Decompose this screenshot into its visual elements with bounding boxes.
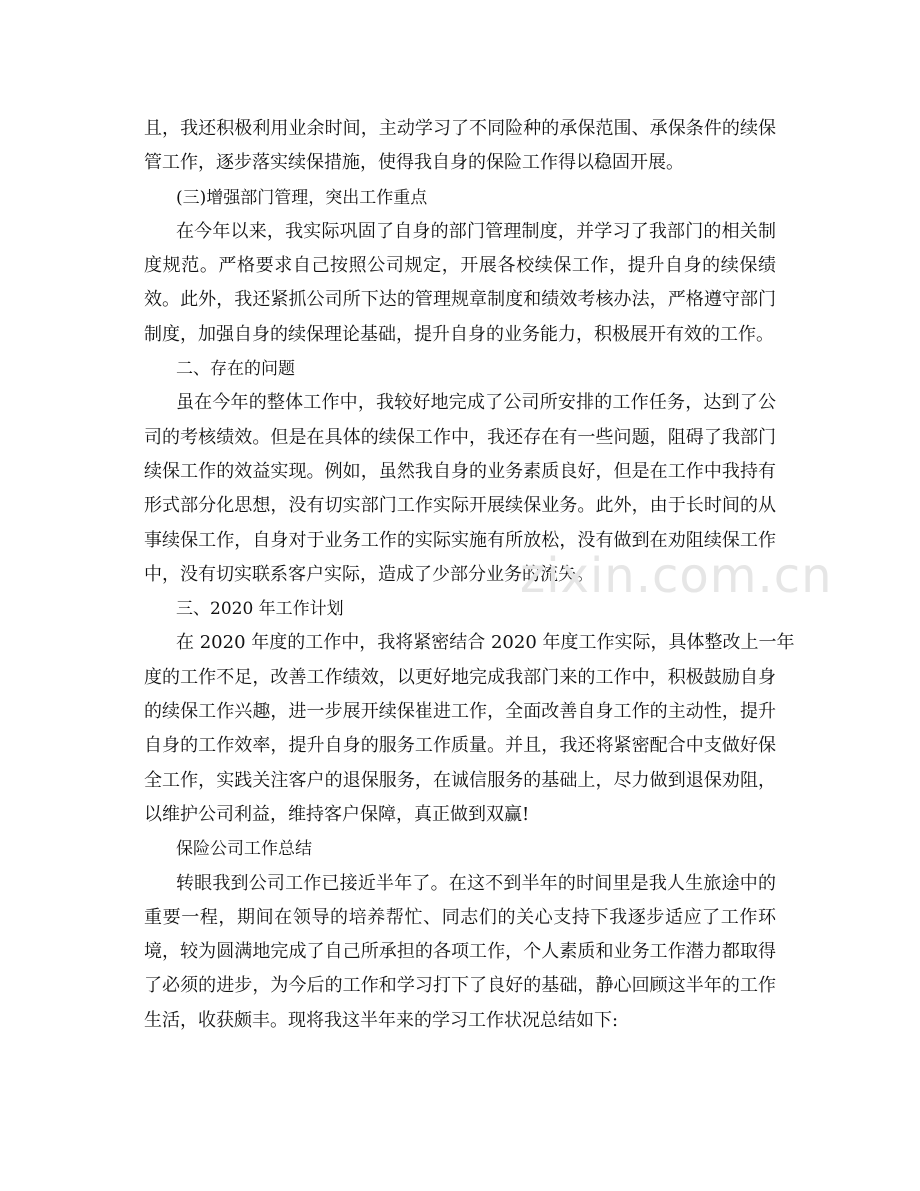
text-line: 且，我还积极利用业余时间，主动学习了不同险种的承保范围、承保条件的续保 (144, 118, 776, 139)
text-line: 全工作，实践关注客户的退保服务，在诚信服务的基础上，尽力做到退保劝阻， (144, 769, 776, 791)
text-line: 度的工作不足，改善工作绩效，以更好地完成我部门来的工作中，积极鼓励自身 (144, 666, 776, 688)
text-line: 续保工作的效益实现。例如，虽然我自身的业务素质良好，但是在工作中我持有 (144, 460, 776, 482)
text-line: 在今年以来，我实际巩固了自身的部门管理制度，并学习了我部门的相关制 (176, 220, 776, 242)
text-line: 境，较为圆满地完成了自己所承担的各项工作，个人素质和业务工作潜力都取得 (144, 941, 776, 963)
text-line: 重要一程，期间在领导的培养帮忙、同志们的关心支持下我逐步适应了工作环 (144, 906, 776, 928)
text-line: 以维护公司利益，维持客户保障，真正做到双赢! (144, 803, 530, 825)
text-line: 转眼我到公司工作已接近半年了。在这不到半年的时间里是我人生旅途中的 (176, 872, 776, 894)
text-line: 中，没有切实联系客户实际，造成了少部分业务的流失。 (144, 563, 594, 585)
section-heading: 三、2020 年工作计划 (176, 599, 344, 620)
section-heading: 二、存在的问题 (176, 359, 295, 380)
text-line: 事续保工作，自身对于业务工作的实际实施有所放松，没有做到在劝阻续保工作 (144, 529, 776, 551)
text-line: 生活，收获颇丰。现将我这半年来的学习工作状况总结如下: (144, 1009, 619, 1031)
text-line: 的续保工作兴趣，进一步展开续保崔进工作，全面改善自身工作的主动性，提升 (144, 701, 776, 723)
text-line: 在 2020 年度的工作中，我将紧密结合 2020 年度工作实际，具体整改上一年 (176, 632, 795, 654)
text-line: 制度，加强自身的续保理论基础，提升自身的业务能力，积极展开有效的工作。 (144, 323, 774, 345)
text-line: 自身的工作效率，提升自身的服务工作质量。并且，我还将紧密配合中支做好保 (144, 735, 776, 757)
text-line: 管工作，逐步落实续保措施，使得我自身的保险工作得以稳固开展。 (144, 152, 684, 174)
text-line: 了必须的进步，为今后的工作和学习打下了良好的基础，静心回顾这半年的工作 (144, 975, 776, 997)
text-line: 司的考核绩效。但是在具体的续保工作中，我还存在有一些问题，阻碍了我部门 (144, 426, 776, 448)
watermark: zixin.com.cn (520, 548, 833, 604)
section-heading: 保险公司工作总结 (176, 839, 312, 860)
section-heading: (三)增强部门管理，突出工作重点 (176, 187, 428, 208)
text-line: 形式部分化思想，没有切实部门工作实际开展续保业务。此外，由于长时间的从 (144, 495, 776, 517)
document-body (144, 112, 795, 1038)
text-line: 度规范。严格要求自己按照公司规定，开展各校续保工作，提升自身的续保绩 (144, 255, 776, 277)
text-line: 虽在今年的整体工作中，我较好地完成了公司所安排的工作任务，达到了公 (176, 392, 776, 414)
text-line: 效。此外，我还紧抓公司所下达的管理规章制度和绩效考核办法，严格遵守部门 (144, 289, 776, 311)
